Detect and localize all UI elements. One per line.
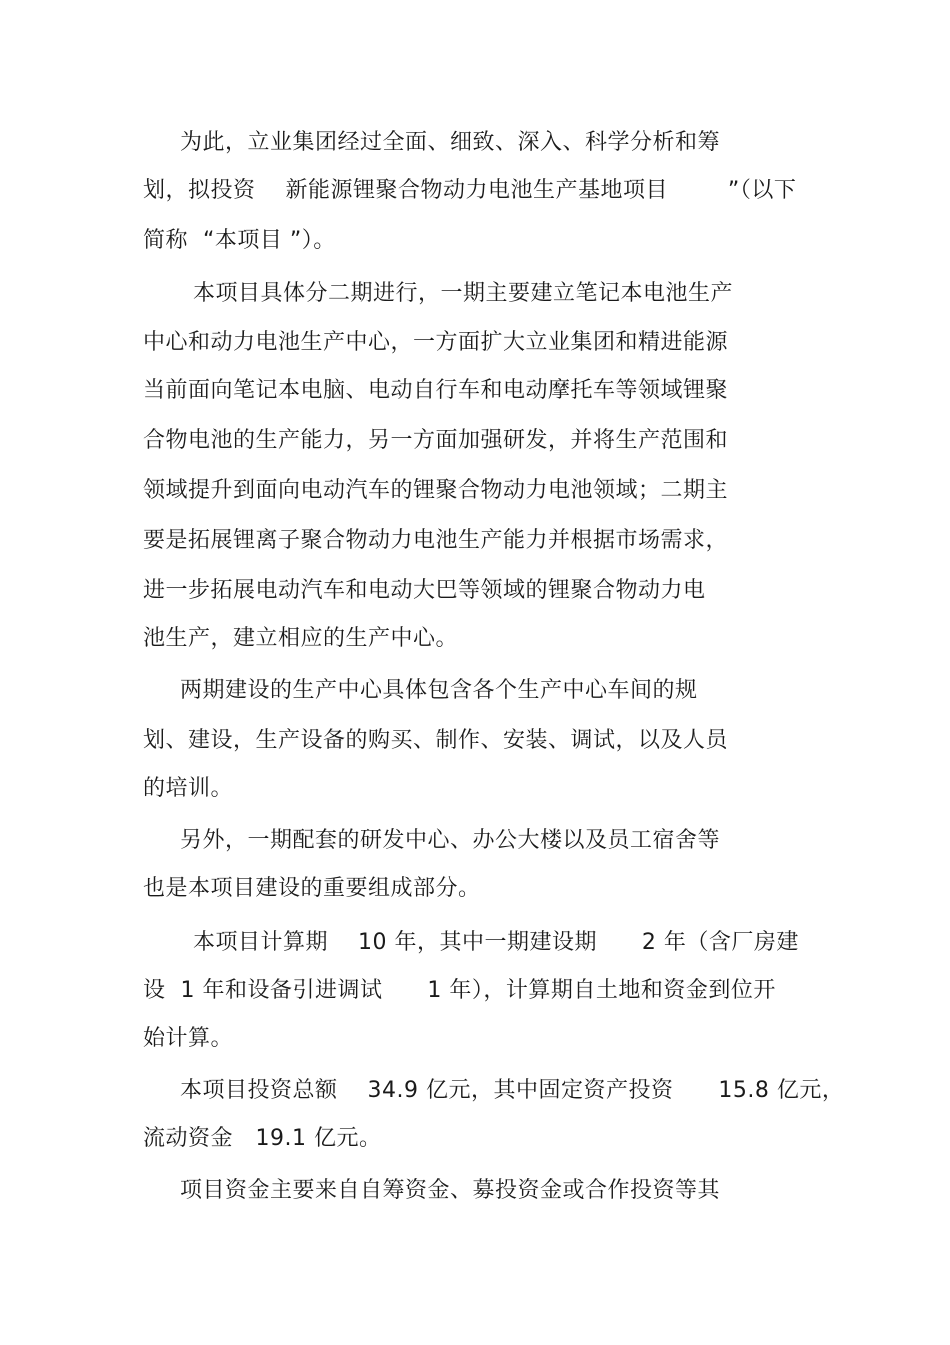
text-line: 领域提升到面向电动汽车的锂聚合物动力电池领域；二期主 [143, 478, 729, 503]
text-line: 的培训。 [143, 776, 234, 801]
text-line: 本项目计算期 10 年，其中一期建设期 2 年（含厂房建 [193, 930, 799, 955]
text-line: 划、建设，生产设备的购买、制作、安装、调试，以及人员 [143, 728, 729, 753]
text-line: 始计算。 [143, 1026, 234, 1051]
text-line: 设 1 年和设备引进调试 1 年），计算期自土地和资金到位开 [143, 978, 776, 1003]
text-line: 也是本项目建设的重要组成部分。 [143, 876, 481, 901]
text-line: 项目资金主要来自自筹资金、募投资金或合作投资等其 [180, 1178, 721, 1203]
text-line: 进一步拓展电动汽车和电动大巴等领域的锂聚合物动力电 [143, 578, 706, 603]
text-line: 中心和动力电池生产中心，一方面扩大立业集团和精进能源 [143, 330, 729, 355]
text-line: 划，拟投资 新能源锂聚合物动力电池生产基地项目 ”（以下 [143, 178, 797, 203]
text-line: 两期建设的生产中心具体包含各个生产中心车间的规 [180, 678, 698, 703]
text-line: 简称 “本项目 ”）。 [143, 228, 336, 253]
text-line: 当前面向笔记本电脑、电动自行车和电动摩托车等领域锂聚 [143, 378, 729, 403]
text-line: 流动资金 19.1 亿元。 [143, 1126, 382, 1151]
text-line: 另外，一期配套的研发中心、办公大楼以及员工宿舍等 [180, 828, 721, 853]
text-line: 池生产，建立相应的生产中心。 [143, 626, 459, 651]
text-line: 合物电池的生产能力，另一方面加强研发，并将生产范围和 [143, 428, 729, 453]
text-line: 本项目具体分二期进行，一期主要建立笔记本电池生产 [193, 281, 734, 306]
text-line: 为此，立业集团经过全面、细致、深入、科学分析和筹 [180, 130, 721, 155]
text-line: 要是拓展锂离子聚合物动力电池生产能力并根据市场需求， [143, 528, 729, 553]
text-line: 本项目投资总额 34.9 亿元，其中固定资产投资 15.8 亿元， [180, 1078, 845, 1103]
